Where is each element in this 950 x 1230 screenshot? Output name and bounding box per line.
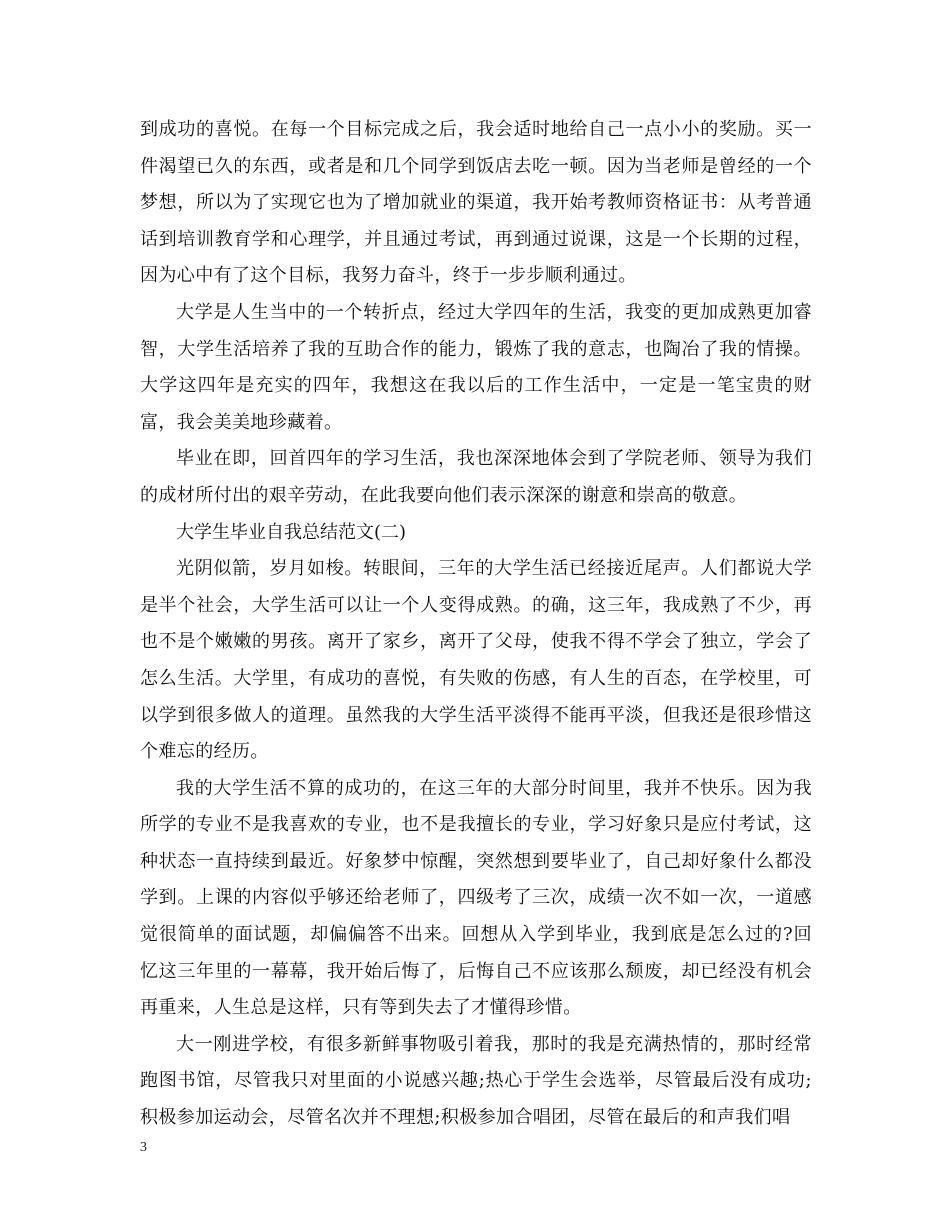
paragraph: 大一刚进学校，有很多新鲜事物吸引着我，那时的我是充满热情的，那时经常跑图书馆，尽管我只对里面的小说感兴趣;热心于学生会选举，尽管最后没有成功;积极参加运动会，尽管名次并不理想;积极参加合唱团，尽管在最后的和声我们唱 <box>140 1033 812 1129</box>
document-body <box>140 112 812 1137</box>
paragraph-continued: 到成功的喜悦。在每一个目标完成之后，我会适时地给自己一点小小的奖励。买一件渴望已久的东西，或者是和几个同学到饭店去吃一顿。因为当老师是曾经的一个梦想，所以为了实现它也为了增加就业的渠道，我开始考教师资格证书：从考普通话到培训教育学和心理学，并且通过考试，再到通过说课，这是一个长期的过程，因为心中有了这个目标，我努力奋斗，终于一步步顺利通过。 <box>140 119 812 287</box>
paragraph: 我的大学生活不算的成功的，在这三年的大部分时间里，我并不快乐。因为我所学的专业不是我喜欢的专业，也不是我擅长的专业，学习好象只是应付考试，这种状态一直持续到最近。好象梦中惊醒，突然想到要毕业了，自己却好象什么都没学到。上课的内容似乎够还给老师了，四级考了三次，成绩一次不如一次，一道感觉很简单的面试题，却偏偏答不出来。回想从入学到毕业，我到底是怎么过的?回忆这三年里的一幕幕，我开始后悔了，后悔自己不应该那么颓废，却已经没有机会再重来，人生总是这样，只有等到失去了才懂得珍惜。 <box>140 777 812 1019</box>
paragraph: 光阴似箭，岁月如梭。转眼间，三年的大学生活已经接近尾声。人们都说大学是半个社会，大学生活可以让一个人变得成熟。的确，这三年，我成熟了不少，再也不是个嫩嫩的男孩。离开了家乡，离开了父母，使我不得不学会了独立，学会了怎么生活。大学里，有成功的喜悦，有失败的伤感，有人生的百态，在学校里，可以学到很多做人的道理。虽然我的大学生活平淡得不能再平淡，但我还是很珍惜这个难忘的经历。 <box>140 558 812 763</box>
page-number: 3 <box>140 1140 147 1155</box>
paragraph: 毕业在即，回首四年的学习生活，我也深深地体会到了学院老师、领导为我们的成材所付出的艰辛劳动，在此我要向他们表示深深的谢意和崇高的敬意。 <box>140 448 812 506</box>
paragraph: 大学是人生当中的一个转折点，经过大学四年的生活，我变的更加成熟更加睿智，大学生活培养了我的互助合作的能力，锻炼了我的意志，也陶冶了我的情操。大学这四年是充实的四年，我想这在我以后的工作生活中，一定是一笔宝贵的财富，我会美美地珍藏着。 <box>140 301 812 433</box>
section-heading: 大学生毕业自我总结范文(二) <box>176 521 407 543</box>
